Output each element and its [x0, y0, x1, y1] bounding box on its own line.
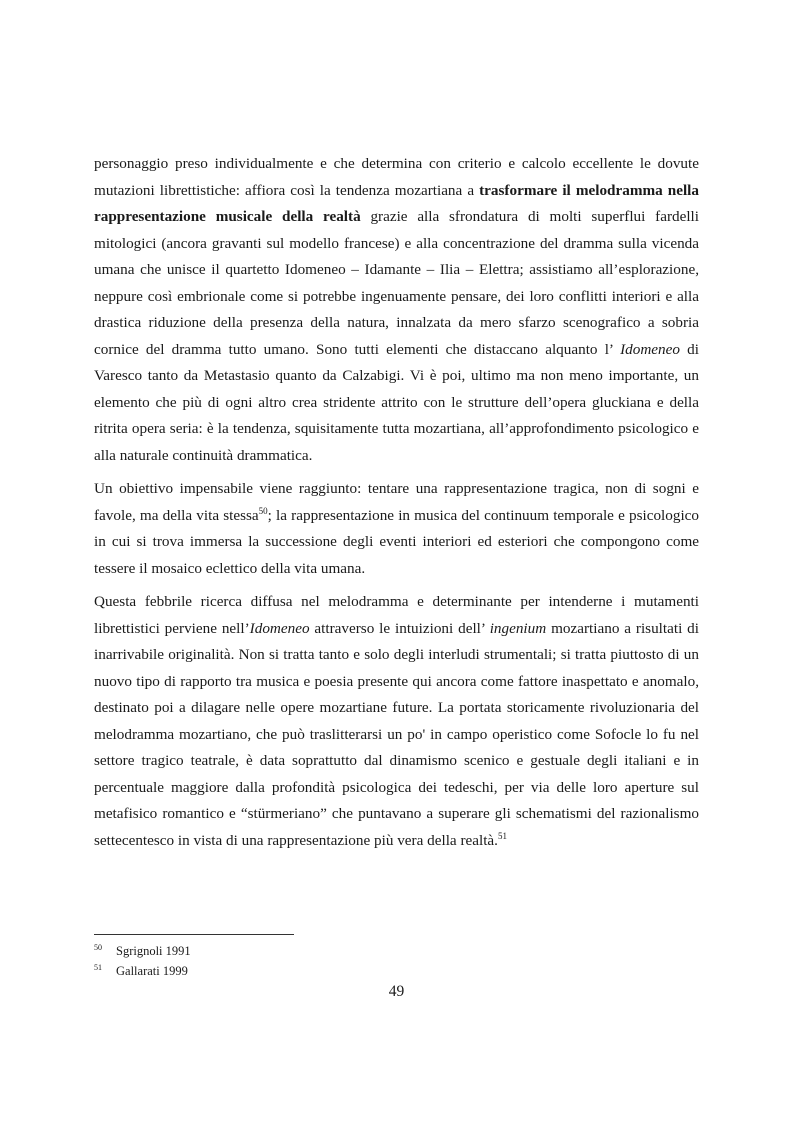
italic-text: Idomeneo: [620, 340, 680, 358]
footnotes: [94, 934, 699, 981]
text-run: ; la rappresentazione in musica del continuum temporale e psicologico in cui si trova immersa la successione degli eventi interiori ed esteriori che compongono come tessere il mosaico eclettico della vita umana.: [94, 506, 699, 577]
text-run: attraverso le intuizioni dell’: [309, 619, 490, 637]
footnote-text: Sgrignoli 1991: [116, 944, 191, 958]
footnote-number: 51: [94, 963, 102, 972]
paragraph-1: [94, 151, 699, 469]
footnote-reference: 51: [497, 830, 507, 841]
page-number: 49: [388, 983, 405, 1000]
text-run: grazie alla sfrondatura di molti superflui fardelli mitologici (ancora gravanti sul modello francese) e alla concentrazione del dramma sulla vicenda umana che unisce il quartetto Idomeneo – Idamante – Ilia – Elettra; assistiamo all’esplorazione, neppure così embrionale come si potrebbe ingenuamente pensare, dei loro conflitti interiori e alla drastica riduzione della presenza della natura, innalzata da mero sfarzo scenografico a sobria cornice del dramma tutto umano. Sono tutti elementi che distaccano alquanto l’: [94, 208, 699, 358]
italic-text: Idomeneo: [249, 619, 310, 637]
document-body: [94, 151, 699, 861]
footnote-text: Gallarati 1999: [116, 964, 188, 978]
footnote-number: 50: [94, 943, 102, 952]
text-run: Un obiettivo impensabile viene raggiunto: tentare una rappresentazione tragica, non di sogni e favole, ma della vita stessa: [94, 480, 699, 524]
text-run: Questa febbrile ricerca diffusa nel melodramma e determinante per intenderne i mutamenti librettistici perviene nell’: [94, 593, 699, 637]
footnote-50: [94, 941, 699, 961]
text-run: personaggio preso individualmente e che determina con criterio e calcolo eccellente le dovute mutazioni librettistiche: affiora così la tendenza mozartiana a: [94, 155, 699, 199]
bold-text: trasformare il melodramma nella rappresentazione musicale della realtà: [94, 181, 699, 225]
italic-text: ingenium: [489, 619, 547, 637]
text-run: di Varesco tanto da Metastasio quanto da Calzabigi. Vi è poi, ultimo ma non meno importante, un elemento che più di ogni altro crea stridente attrito con le strutture dell’opera gluckiana e della ritrita opera seria: è la tendenza, squisitamente tutta mozartiana, all’approfondimento psicologico e alla naturale continuità drammatica.: [94, 340, 699, 464]
footnote-reference: 50: [258, 505, 268, 516]
footnote-51: [94, 961, 699, 981]
footnote-separator: [94, 934, 294, 935]
text-run: mozartiano a risultati di inarrivabile originalità. Non si tratta tanto e solo degli interludi strumentali; si tratta piuttosto di un nuovo tipo di rapporto tra musica e poesia presente qui ancora come fattore inaspettato e anomalo, destinato poi a dilagare nelle opere mozartiane future. La portata storicamente rivoluzionaria del melodramma mozartiano, che può traslitterarsi un po' in campo operistico come Sofocle lo fu nel settore tragico teatrale, è data soprattutto dal dinamismo scenico e gestuale degli italiani e in percentuale maggiore dalla profondità psicologica dei tedeschi, per via delle loro aperture sul metafisico romantico e “stürmeriano” che puntavano a superare gli schematismi del razionalismo settecentesco in vista di una rappresentazione più vera della realtà.: [94, 619, 699, 849]
paragraph-3: [94, 589, 699, 854]
paragraph-2: [94, 476, 699, 582]
